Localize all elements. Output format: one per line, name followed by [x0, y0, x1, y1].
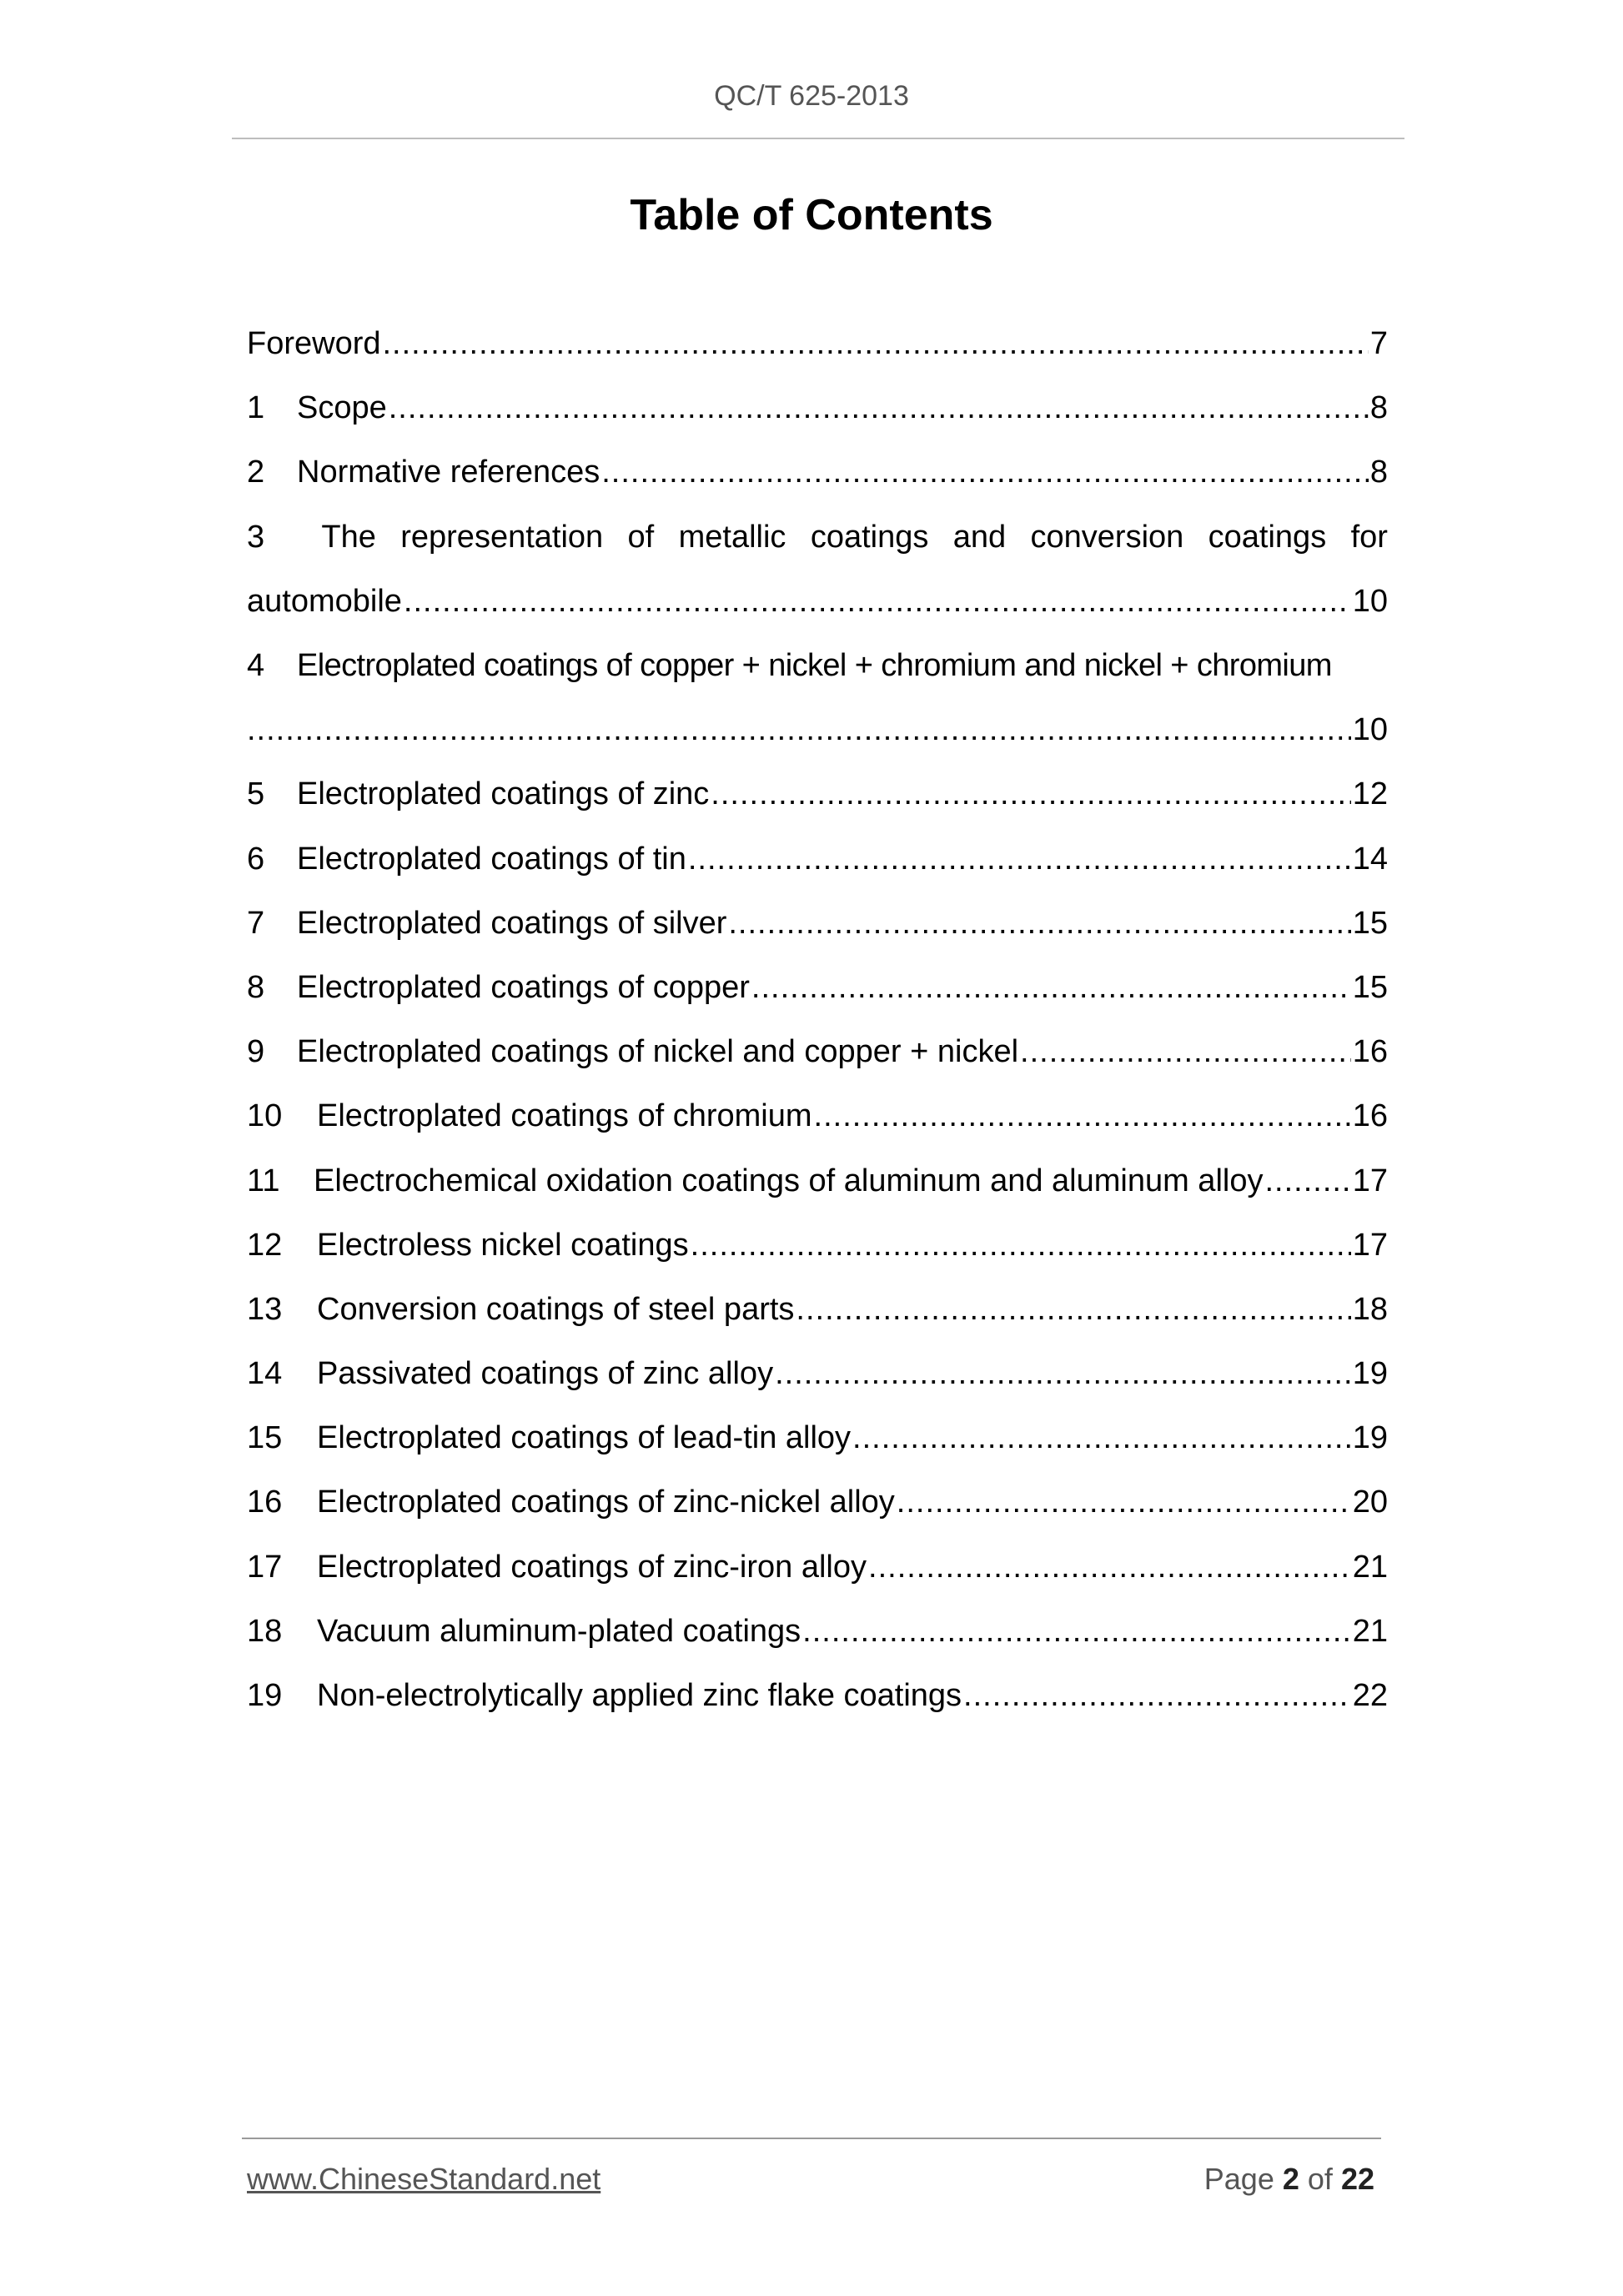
toc-entry[interactable]	[247, 1213, 1388, 1278]
dot-leader	[802, 1614, 1351, 1650]
toc-entry-page: 21	[1352, 1549, 1388, 1585]
toc-entry-label: Electrochemical oxidation coatings of aluminum and aluminum alloy	[314, 1163, 1264, 1198]
toc-entry-label: Electroplated coatings of tin	[297, 841, 686, 877]
toc-entry[interactable]	[247, 762, 1388, 826]
toc-entry-word: coatings	[1208, 519, 1327, 555]
dot-leader	[814, 1098, 1351, 1134]
dot-leader	[711, 776, 1350, 812]
toc-entry-word: representation	[400, 519, 604, 555]
running-header: QC/T 625-2013	[714, 80, 909, 112]
toc-entry-word: for	[1350, 519, 1388, 555]
toc-entry-label: Vacuum aluminum-plated coatings	[317, 1613, 801, 1649]
dot-leader	[389, 390, 1369, 426]
toc-entry-label: Conversion coatings of steel parts	[317, 1291, 795, 1327]
dot-leader	[404, 584, 1351, 620]
toc-entry-label: Non-electrolytically applied zinc flake coatings	[317, 1678, 962, 1714]
toc-entry[interactable]	[247, 376, 1388, 440]
dot-leader	[868, 1550, 1351, 1585]
toc-entry-label: Scope	[297, 390, 387, 426]
toc-entry-number: 2	[247, 455, 265, 490]
toc-entry-number: 5	[247, 776, 265, 812]
toc-entry[interactable]	[247, 827, 1388, 892]
toc-entry-label: Electroless nickel coatings	[317, 1227, 689, 1263]
toc-entry[interactable]	[247, 1535, 1388, 1600]
toc-entry-word: conversion	[1030, 519, 1184, 555]
toc-entry-number: 12	[247, 1227, 283, 1263]
toc-entry-number: 13	[247, 1291, 283, 1327]
dot-leader	[247, 712, 1351, 748]
toc-entry-page: 8	[1369, 390, 1388, 426]
toc-entry-page: 20	[1352, 1485, 1388, 1520]
toc-entry-label: Electroplated coatings of silver	[297, 905, 727, 941]
toc-entry-label: Normative references	[297, 455, 600, 490]
toc-entry[interactable]	[247, 1470, 1388, 1535]
dot-leader	[688, 842, 1351, 877]
toc-entry-label: Electroplated coatings of zinc-nickel alloy	[317, 1485, 895, 1520]
toc-entry-number: 8	[247, 969, 265, 1005]
toc-entry-number: 19	[247, 1678, 283, 1714]
toc-entry[interactable]	[247, 505, 1388, 570]
dot-leader	[796, 1292, 1350, 1328]
toc-entry-page: 12	[1352, 776, 1388, 812]
toc-entry-page: 19	[1352, 1420, 1388, 1456]
toc-entry-page: 18	[1352, 1291, 1388, 1327]
toc-entry-label: Passivated coatings of zinc alloy	[317, 1356, 774, 1392]
toc-entry-continuation[interactable]	[247, 698, 1388, 762]
toc-entry[interactable]	[247, 634, 1388, 698]
toc-entry-number: 1	[247, 390, 265, 426]
page-title: Table of Contents	[630, 191, 993, 239]
dot-leader	[852, 1420, 1351, 1456]
dot-leader	[1264, 1163, 1350, 1199]
toc-entry-page: 16	[1352, 1098, 1388, 1134]
toc-entry-page: 14	[1352, 841, 1388, 877]
toc-entry-word: coatings	[810, 519, 929, 555]
toc-entry-word: The	[321, 519, 376, 555]
dot-leader	[1020, 1034, 1351, 1070]
toc-entry[interactable]	[247, 1020, 1388, 1084]
page-prefix: Page	[1203, 2162, 1274, 2196]
toc-entry-page: 15	[1352, 905, 1388, 941]
toc-entry-number: 7	[247, 905, 265, 941]
toc-entry-page: 19	[1352, 1356, 1388, 1392]
table-of-contents	[247, 312, 1388, 1728]
page-indicator	[1204, 2162, 1374, 2197]
toc-entry-number: 6	[247, 841, 265, 877]
toc-entry-page: 7	[1369, 326, 1388, 362]
toc-entry-number: 16	[247, 1485, 283, 1520]
toc-entry-word: and	[952, 519, 1007, 555]
toc-entry-label: Electroplated coatings of nickel and copper + nickel	[297, 1034, 1019, 1070]
toc-entry-number: 15	[247, 1420, 283, 1456]
toc-entry-label: Electroplated coatings of chromium	[317, 1098, 812, 1134]
toc-entry-page: 17	[1352, 1227, 1388, 1263]
dot-leader	[691, 1228, 1351, 1264]
header-divider	[232, 138, 1404, 139]
dot-leader	[751, 970, 1351, 1006]
dot-leader	[775, 1356, 1351, 1392]
toc-entry[interactable]	[247, 1664, 1388, 1728]
toc-entry[interactable]	[247, 1342, 1388, 1406]
current-page-number: 2	[1282, 2162, 1299, 2196]
toc-entry-label: Electroplated coatings of copper	[297, 969, 750, 1005]
dot-leader	[383, 326, 1369, 362]
toc-entry[interactable]	[247, 1406, 1388, 1470]
toc-entry-page: 21	[1352, 1613, 1388, 1649]
toc-entry-page: 10	[1352, 712, 1388, 748]
toc-entry-label: Foreword	[247, 326, 381, 362]
toc-entry-number: 9	[247, 1034, 265, 1070]
toc-entry[interactable]	[247, 956, 1388, 1020]
toc-entry-number: 18	[247, 1613, 283, 1649]
toc-entry-word: metallic	[678, 519, 786, 555]
toc-entry[interactable]	[247, 440, 1388, 505]
toc-entry-number: 17	[247, 1549, 283, 1585]
toc-entry-foreword[interactable]	[247, 312, 1388, 376]
toc-entry[interactable]	[247, 892, 1388, 956]
toc-entry-number: 14	[247, 1356, 283, 1392]
total-pages-number: 22	[1340, 2162, 1374, 2196]
toc-entry-page: 17	[1352, 1163, 1388, 1198]
toc-entry-number: 11	[247, 1163, 280, 1198]
toc-entry-page: 15	[1352, 969, 1388, 1005]
toc-entry-continuation[interactable]	[247, 570, 1388, 634]
toc-entry-word: of	[627, 519, 655, 555]
toc-entry[interactable]	[247, 1600, 1388, 1664]
toc-entry-label: Electroplated coatings of zinc-iron alloy	[317, 1549, 867, 1585]
toc-entry[interactable]	[247, 1278, 1388, 1342]
toc-entry-page: 22	[1352, 1678, 1388, 1714]
toc-entry-number: 10	[247, 1098, 283, 1134]
toc-entry-label: Electroplated coatings of zinc	[297, 776, 710, 812]
dot-leader	[897, 1485, 1351, 1520]
footer-divider	[242, 2138, 1381, 2139]
toc-entry[interactable]	[247, 1084, 1388, 1148]
website-link[interactable]: www.ChineseStandard.net	[247, 2162, 601, 2196]
dot-leader	[963, 1678, 1351, 1714]
page-of: of	[1307, 2162, 1333, 2196]
dot-leader	[601, 455, 1369, 490]
toc-entry-label: Electroplated coatings of copper + nickel + chromium and nickel + chromium	[297, 648, 1332, 684]
toc-entry-page: 10	[1352, 583, 1388, 619]
toc-entry-page: 8	[1369, 455, 1388, 490]
toc-entry-label: automobile	[247, 583, 402, 619]
dot-leader	[728, 906, 1350, 942]
toc-entry-number: 3	[247, 519, 265, 555]
toc-entry-page: 16	[1352, 1034, 1388, 1070]
toc-entry-label: Electroplated coatings of lead-tin alloy	[317, 1420, 852, 1456]
toc-entry[interactable]	[247, 1148, 1388, 1213]
toc-entry-number: 4	[247, 648, 265, 684]
